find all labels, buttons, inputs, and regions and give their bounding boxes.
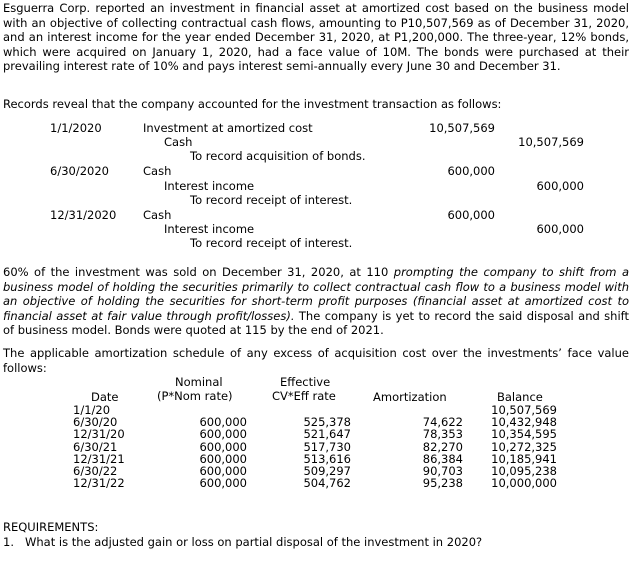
disposal-italic-text: prompting the company to shift from a business model of holding the securities primarily to collect contractual cash flow to a business model with an objective of holding the securities for short-term profit purposes (financial asset at amortized cost to financial asset at fair value through profit/losses). <box>3 265 629 323</box>
journal-debit-amount: 10,507,569 <box>429 121 495 135</box>
cell-effective: 509,297 <box>303 464 351 478</box>
cell-nominal: 600,000 <box>199 427 247 442</box>
requirements-heading: REQUIREMENTS: <box>3 520 99 534</box>
cell-balance: 10,432,948 <box>491 415 557 430</box>
cell-nominal: 600,000 <box>199 476 247 491</box>
cell-effective: 504,762 <box>303 476 351 491</box>
journal-debit-account: Cash <box>143 164 172 178</box>
cell-date: 12/31/20 <box>73 427 125 442</box>
journal-credit-amount: 10,507,569 <box>518 135 584 149</box>
requirement-text: What is the adjusted gain or loss on partial disposal of the investment in 2020? <box>25 535 483 549</box>
disposal-text: 60% of the investment was sold on December 31, 2020, at 110 <box>3 265 394 279</box>
cell-effective: 521,647 <box>303 427 351 442</box>
disposal-text-end: The company is yet to record the said disposal and shift of business model. Bonds were quoted at 115 by the end of 2021. <box>3 308 629 337</box>
journal-date: 12/31/2020 <box>50 208 117 222</box>
cell-date: 6/30/22 <box>73 464 118 478</box>
journal-debit-amount: 600,000 <box>447 164 495 178</box>
cell-balance: 10,354,595 <box>491 427 557 442</box>
header-effective: Effective <box>280 375 331 389</box>
journal-memo: To record receipt of interest. <box>190 236 353 250</box>
journal-credit-account: Interest income <box>164 222 255 236</box>
cell-amortization: 86,384 <box>422 451 463 466</box>
cell-amortization: 82,270 <box>422 439 463 454</box>
journal-memo: To record acquisition of bonds. <box>190 149 366 163</box>
cell-date: 6/30/20 <box>73 415 118 430</box>
header-nominal-formula: (P*Nom rate) <box>157 389 233 403</box>
cell-effective: 525,378 <box>303 415 351 430</box>
cell-amortization: 90,703 <box>422 464 463 478</box>
requirement-number: 1. <box>3 535 14 549</box>
journal-credit-account: Cash <box>164 135 193 149</box>
header-balance: Balance <box>497 390 543 404</box>
cell-date: 1/1/20 <box>73 403 111 417</box>
header-nominal: Nominal <box>175 375 223 389</box>
cell-balance: 10,095,238 <box>491 464 557 478</box>
cell-amortization: 78,353 <box>422 427 463 442</box>
header-amortization: Amortization <box>373 390 447 404</box>
journal-credit-account: Interest income <box>164 179 255 193</box>
cell-balance: 10,272,325 <box>491 439 557 454</box>
cell-nominal: 600,000 <box>199 415 247 430</box>
journal-debit-account: Cash <box>143 208 172 222</box>
journal-memo: To record receipt of interest. <box>190 193 353 207</box>
cell-nominal: 600,000 <box>199 451 247 466</box>
cell-amortization: 74,622 <box>422 415 463 430</box>
cell-balance: 10,000,000 <box>491 476 557 491</box>
cell-effective: 517,730 <box>303 439 351 454</box>
cell-date: 6/30/21 <box>73 439 118 454</box>
cell-date: 12/31/22 <box>73 476 125 491</box>
cell-nominal: 600,000 <box>199 439 247 454</box>
header-date: Date <box>91 390 119 404</box>
journal-debit-amount: 600,000 <box>447 208 495 222</box>
journal-date: 6/30/2020 <box>50 164 109 178</box>
journal-date: 1/1/2020 <box>50 121 102 135</box>
cell-amortization: 95,238 <box>422 476 463 491</box>
records-heading: Records reveal that the company accounted for the investment transaction as follows: <box>3 97 502 111</box>
cell-balance: 10,185,941 <box>491 451 557 466</box>
journal-credit-amount: 600,000 <box>536 179 584 193</box>
intro-paragraph: Esguerra Corp. reported an investment in financial asset at amortized cost based on the business model with an objective of collecting contractual cash flows, amounting to P10,507,569 as of December 31, 2020, and an interest income for the year ended December 31, 2020, at P1,200,000. The three-year, 12% bonds, which were acquired on January 1, 2020, had a face value of 10M. The bonds were purchased at their prevailing interest rate of 10% and pays interest semi-annually every June 30 and December 31. <box>3 1 629 73</box>
journal-credit-amount: 600,000 <box>536 222 584 236</box>
cell-nominal: 600,000 <box>199 464 247 478</box>
cell-balance: 10,507,569 <box>491 403 557 417</box>
disposal-paragraph <box>3 265 629 338</box>
header-effective-formula: CV*Eff rate <box>272 389 336 403</box>
schedule-heading: The applicable amortization schedule of any excess of acquisition cost over the investments’ face value follows: <box>3 346 629 375</box>
cell-effective: 513,616 <box>303 451 351 466</box>
cell-date: 12/31/21 <box>73 451 125 466</box>
journal-debit-account: Investment at amortized cost <box>143 121 313 135</box>
